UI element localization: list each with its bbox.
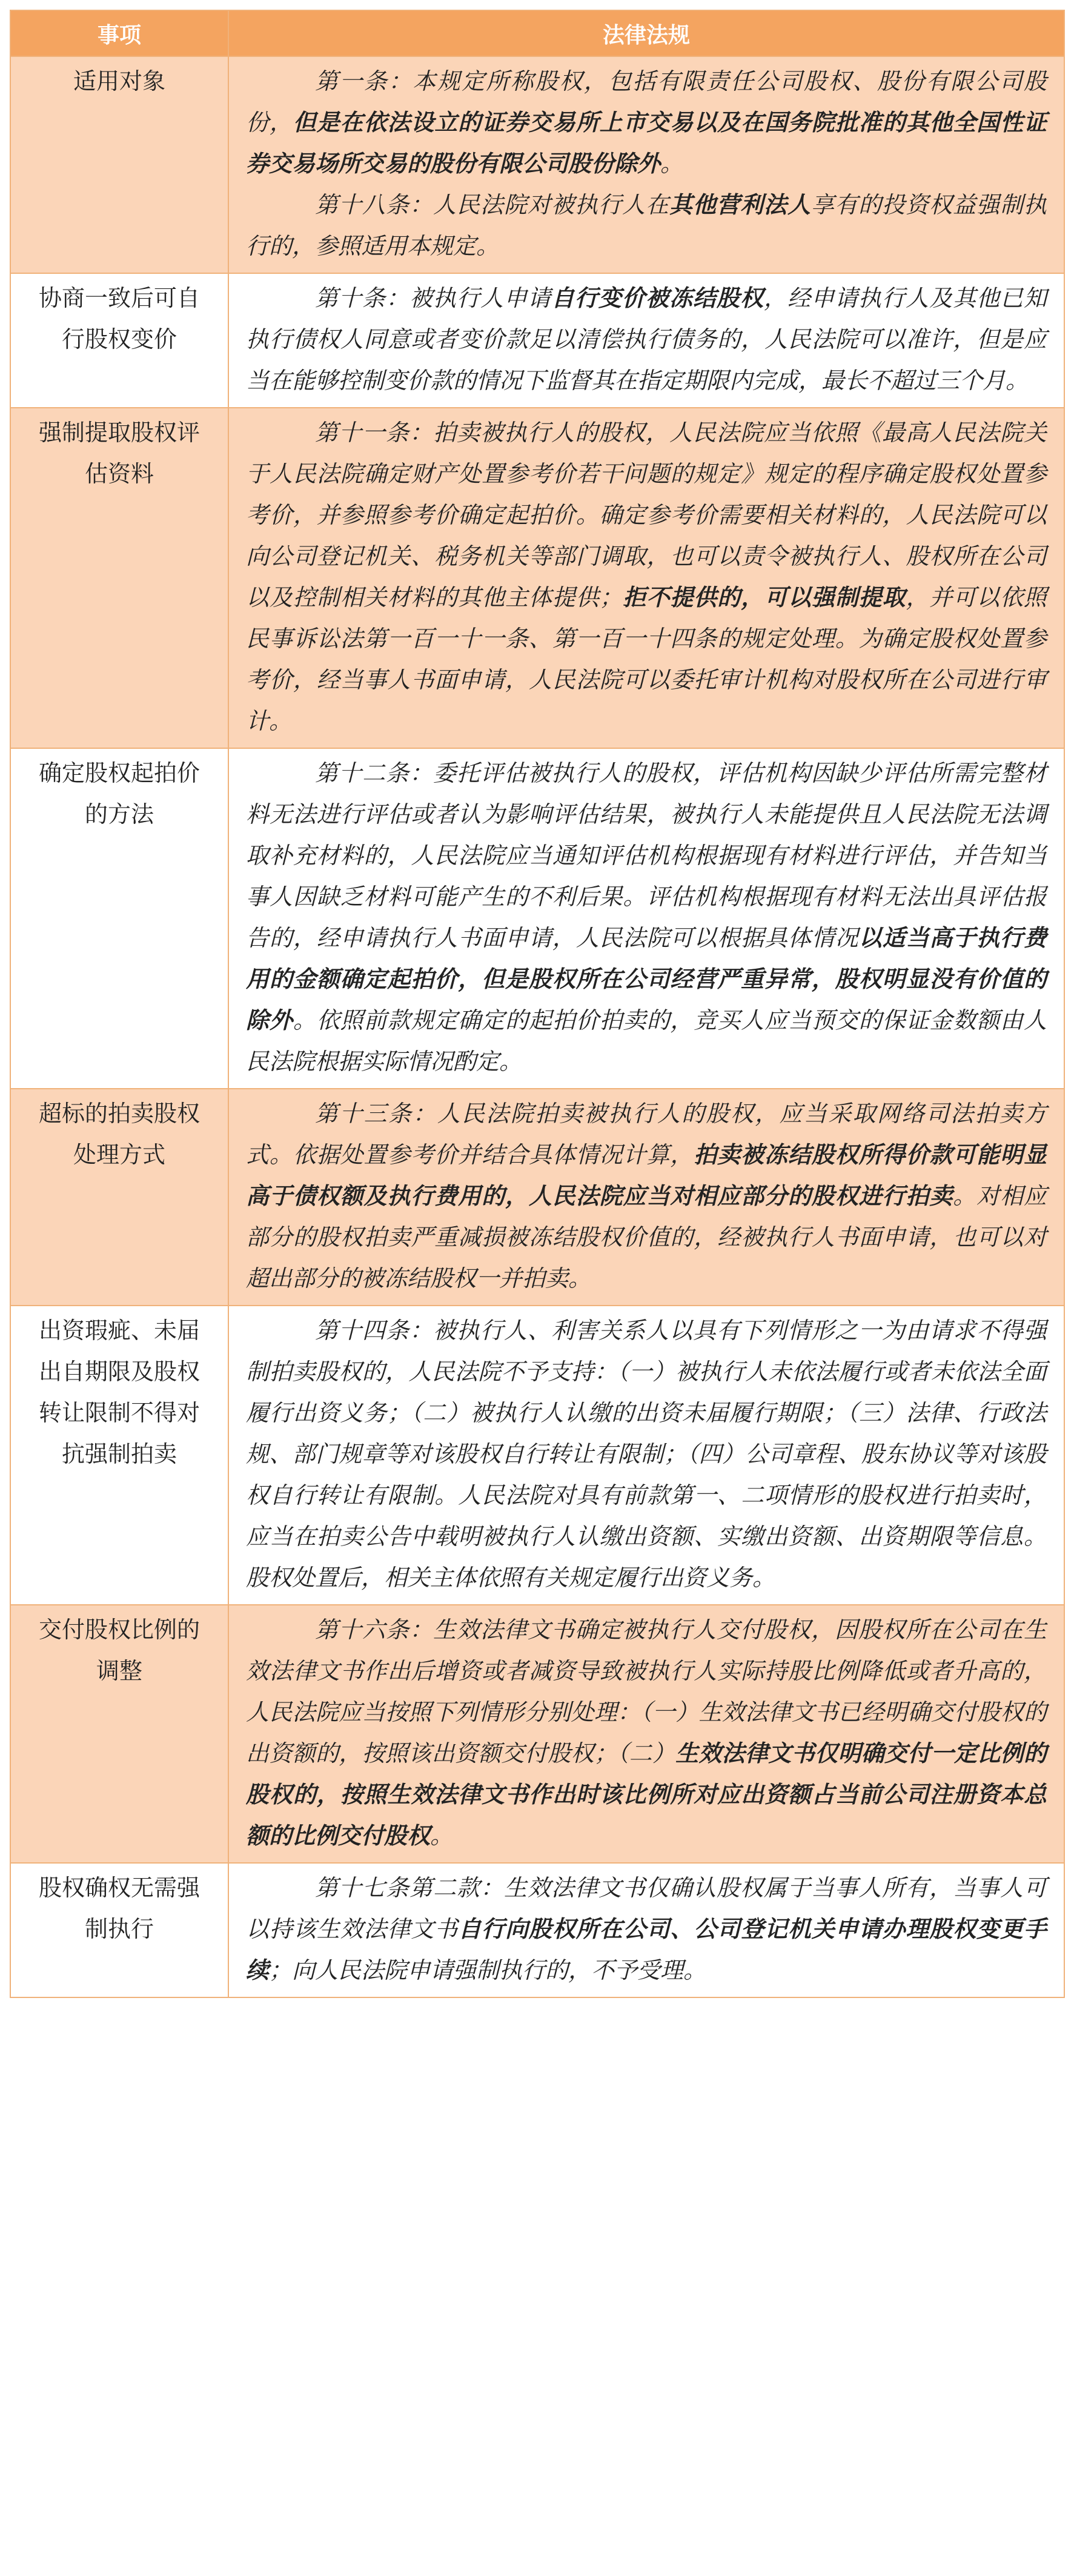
law-text: 第十六条：生效法律文书确定被执行人交付股权，因股权所在公司在生效法律文书作出后增资或者减资导致被执行人实际持股比例降低或者升高的，人民法院应当按照下列情形分别处理：（一）生效法律文书已经明确交付股权的出资额的，按照该出资额交付股权；（二） (246, 1616, 1047, 1767)
topic-cell: 出资瑕疵、未届出自期限及股权转让限制不得对抗强制拍卖 (10, 1306, 228, 1605)
law-paragraph (246, 61, 1047, 184)
law-paragraph (246, 412, 1047, 742)
law-cell (228, 748, 1064, 1089)
law-table (10, 10, 1065, 1998)
table-row (10, 748, 1064, 1089)
law-text: 第十七条第二款：生效法律文书仅确认股权属于当事人所有，当事人可以持该生效法律文书 (246, 1874, 1047, 1942)
law-text: 。依照前款规定确定的起拍价拍卖的，竞买人应当预交的保证金数额由人民法院根据实际情况酌定。 (246, 1007, 1047, 1075)
emphasized-text: 但是在依法设立的证券交易所上市交易以及在国务院批准的其他全国性证券交易场所交易的股份有限公司股份除外 (246, 108, 1047, 177)
table-row (10, 56, 1064, 273)
law-text: ，并可以依照民事诉讼法第一百一十一条、第一百一十四条的规定处理。为确定股权处置参考价，经当事人书面申请，人民法院可以委托审计机构对股权所在公司进行审计。 (246, 584, 1047, 734)
emphasized-text: 生效法律文书仅明确交付一定比例的股权的，按照生效法律文书作出时该比例所对应出资额占当前公司注册资本总额的比例交付股权 (246, 1739, 1047, 1849)
law-paragraph (246, 1609, 1047, 1856)
table-header-row (10, 10, 1064, 56)
topic-cell: 超标的拍卖股权处理方式 (10, 1089, 228, 1306)
law-text: 第十一条：拍卖被执行人的股权，人民法院应当依照《最高人民法院关于人民法院确定财产处置参考价若干问题的规定》规定的程序确定股权处置参考价，并参照参考价确定起拍价。确定参考价需要相关材料的，人民法院可以向公司登记机关、税务机关等部门调取，也可以责令被执行人、股权所在公司以及控制相关材料的其他主体提供； (246, 419, 1047, 611)
law-paragraph (246, 752, 1047, 1082)
header-topic: 事项 (10, 10, 228, 56)
law-text: 第十三条：人民法院拍卖被执行人的股权，应当采取网络司法拍卖方式。依据处置参考价并结合具体情况计算， (246, 1100, 1047, 1168)
topic-cell: 适用对象 (10, 56, 228, 273)
law-text: ，经申请执行人及其他已知执行债权人同意或者变价款足以清偿执行债务的，人民法院可以准许，但是应当在能够控制变价款的情况下监督其在指定期限内完成，最长不超过三个月。 (246, 285, 1047, 394)
topic-cell: 股权确权无需强制执行 (10, 1863, 228, 1997)
law-text: 。对相应部分的股权拍卖严重减损被冻结股权价值的，经被执行人书面申请，也可以对超出部分的被冻结股权一并拍卖。 (246, 1183, 1047, 1292)
table-row (10, 1089, 1064, 1306)
emphasized-text: 拍卖被冻结股权所得价款可能明显高于债权额及执行费用的，人民法院应当对相应部分的股权进行拍卖 (246, 1141, 1047, 1209)
table-row (10, 1605, 1064, 1863)
law-cell (228, 1863, 1064, 1997)
emphasized-text: 其他营利法人 (669, 191, 811, 218)
table-row (10, 408, 1064, 748)
law-cell (228, 1089, 1064, 1306)
law-paragraph (246, 184, 1047, 267)
emphasized-text: 拒不提供的，可以强制提取 (622, 583, 906, 611)
law-text: 第十条：被执行人申请 (315, 285, 551, 311)
law-text: 。 (430, 1822, 454, 1849)
law-text: 。 (660, 150, 684, 177)
topic-cell: 协商一致后可自行股权变价 (10, 273, 228, 408)
law-cell (228, 56, 1064, 273)
law-text: 第十八条：人民法院对被执行人在 (315, 191, 669, 218)
table-row (10, 1306, 1064, 1605)
law-text: 第十二条：委托评估被执行人的股权，评估机构因缺少评估所需完整材料无法进行评估或者认为影响评估结果，被执行人未能提供且人民法院无法调取补充材料的，人民法院应当通知评估机构根据现有材料进行评估，并告知当事人因缺乏材料可能产生的不利后果。评估机构根据现有材料无法出具评估报告的，经申请执行人书面申请，人民法院可以根据具体情况 (246, 760, 1047, 951)
law-paragraph (246, 1310, 1047, 1598)
law-cell (228, 1605, 1064, 1863)
topic-cell: 确定股权起拍价的方法 (10, 748, 228, 1089)
page (10, 10, 1064, 1998)
table-row (10, 1863, 1064, 1997)
emphasized-text: 自行变价被冻结股权 (551, 284, 764, 311)
law-cell (228, 408, 1064, 748)
topic-cell: 交付股权比例的调整 (10, 1605, 228, 1863)
law-text: 第十四条：被执行人、利害关系人以具有下列情形之一为由请求不得强制拍卖股权的，人民法院不予支持：（一）被执行人未依法履行或者未依法全面履行出资义务；（二）被执行人认缴的出资未届履行期限；（三）法律、行政法规、部门规章等对该股权自行转让有限制；（四）公司章程、股东协议等对该股权自行转让有限制。人民法院对具有前款第一、二项情形的股权进行拍卖时，应当在拍卖公告中载明被执行人认缴出资额、实缴出资额、出资期限等信息。股权处置后，相关主体依照有关规定履行出资义务。 (246, 1317, 1047, 1591)
topic-cell: 强制提取股权评估资料 (10, 408, 228, 748)
law-paragraph (246, 1093, 1047, 1299)
emphasized-text: 自行向股权所在公司、公司登记机关申请办理股权变更手续 (246, 1915, 1047, 1983)
header-law: 法律法规 (228, 10, 1064, 56)
law-text: ；向人民法院申请强制执行的，不予受理。 (269, 1957, 707, 1983)
law-paragraph (246, 277, 1047, 401)
law-text: 第一条：本规定所称股权，包括有限责任公司股权、股份有限公司股份， (246, 68, 1047, 136)
table-row (10, 273, 1064, 408)
emphasized-text: 以适当高于执行费用的金额确定起拍价，但是股权所在公司经营严重异常，股权明显没有价值的除外 (246, 924, 1047, 1034)
law-cell (228, 1306, 1064, 1605)
law-paragraph (246, 1867, 1047, 1991)
law-text: 享有的投资权益强制执行的，参照适用本规定。 (246, 191, 1047, 259)
law-cell (228, 273, 1064, 408)
table-body (10, 56, 1064, 1997)
